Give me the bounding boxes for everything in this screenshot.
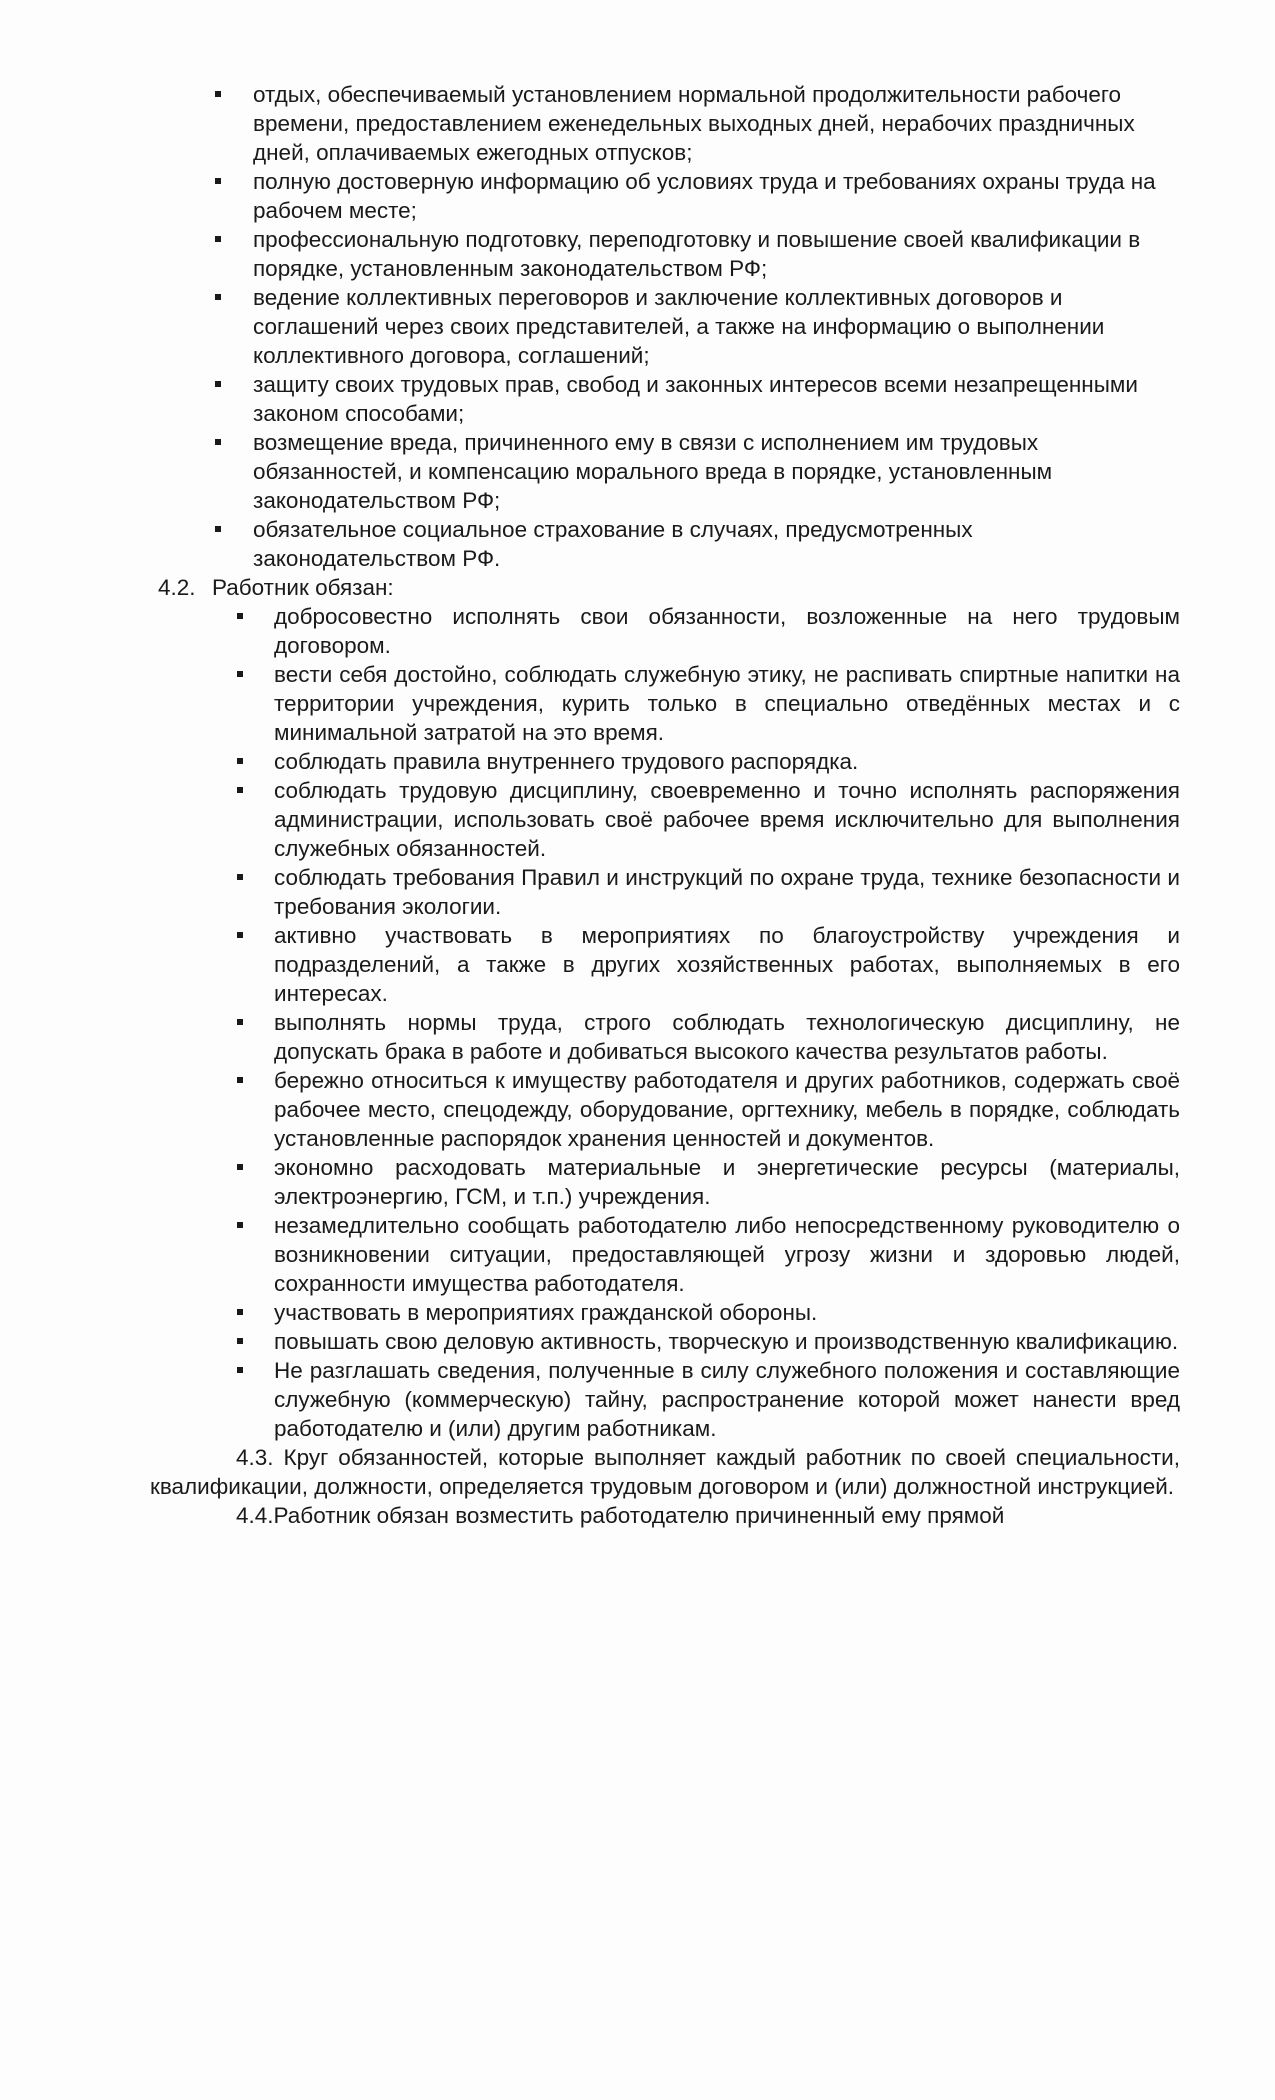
list-item-text: вести себя достойно, соблюдать служебную этику, не распивать спиртные напитки на территории учреждения, курить только в специально отведённых местах и с минимальной затратой на это время.: [274, 662, 1180, 745]
list-item-text: возмещение вреда, причиненного ему в связи с исполнением им трудовых обязанностей, и компенсацию морального вреда в порядке, установленным законодательством РФ;: [253, 430, 1053, 513]
bullet-icon: [237, 932, 243, 938]
section-4-2-heading: [150, 573, 1180, 602]
list-item-text: добросовестно исполнять свои обязанности, возложенные на него трудовым договором.: [274, 604, 1180, 658]
bullet-icon: [237, 758, 243, 764]
document-body: [150, 80, 1180, 1530]
list-item-text: участвовать в мероприятиях гражданской обороны.: [274, 1300, 818, 1325]
list-item: [150, 602, 1180, 660]
bullet-icon: [237, 1338, 243, 1344]
list-item: [150, 863, 1180, 921]
list-item: [150, 1153, 1180, 1211]
list-item: [150, 1356, 1180, 1443]
list-item-text: профессиональную подготовку, переподготовку и повышение своей квалификации в порядке, установленным законодательством РФ;: [253, 227, 1141, 281]
list-item-text: ведение коллективных переговоров и заключение коллективных договоров и соглашений через своих представителей, а также на информацию о выполнении коллективного договора, соглашений;: [253, 285, 1105, 368]
list-item: [150, 660, 1180, 747]
bullet-icon: [237, 1222, 243, 1228]
bullet-icon: [237, 787, 243, 793]
bullet-icon: [215, 178, 221, 184]
section-number: 4.4.: [236, 1503, 274, 1528]
list-item: [150, 747, 1180, 776]
list-item: [150, 515, 1180, 573]
list-item-text: Не разглашать сведения, полученные в силу служебного положения и составляющие служебную (коммерческую) тайну, распространение которой может нанести вред работодателю и (или) другим работникам.: [274, 1358, 1180, 1441]
list-item: [150, 225, 1180, 283]
bullet-icon: [237, 613, 243, 619]
bullet-icon: [237, 1019, 243, 1025]
list-item: [150, 921, 1180, 1008]
bullet-icon: [237, 671, 243, 677]
list-item: [150, 428, 1180, 515]
list-item: [150, 167, 1180, 225]
list-item: [150, 776, 1180, 863]
duties-list: [150, 602, 1180, 1443]
list-item-text: отдых, обеспечиваемый установлением нормальной продолжительности рабочего времени, предоставлением еженедельных выходных дней, нерабочих праздничных дней, оплачиваемых ежегодных отпусков;: [253, 82, 1135, 165]
bullet-icon: [215, 526, 221, 532]
bullet-icon: [237, 874, 243, 880]
paragraph-text: Круг обязанностей, которые выполняет каждый работник по своей специальности, квалификации, должности, определяется трудовым договором и (или) должностной инструкцией.: [150, 1445, 1180, 1499]
bullet-icon: [237, 1309, 243, 1315]
bullet-icon: [215, 294, 221, 300]
bullet-icon: [215, 439, 221, 445]
list-item: [150, 1211, 1180, 1298]
list-item-text: выполнять нормы труда, строго соблюдать технологическую дисциплину, не допускать брака в работе и добиваться высокого качества результатов работы.: [274, 1010, 1180, 1064]
list-item: [150, 283, 1180, 370]
section-title: Работник обязан:: [212, 575, 394, 600]
list-item-text: соблюдать правила внутреннего трудового распорядка.: [274, 749, 859, 774]
bullet-icon: [215, 236, 221, 242]
bullet-icon: [215, 91, 221, 97]
bullet-icon: [237, 1367, 243, 1373]
list-item-text: полную достоверную информацию об условиях труда и требованиях охраны труда на рабочем месте;: [253, 169, 1156, 223]
list-item: [150, 370, 1180, 428]
bullet-icon: [215, 381, 221, 387]
bullet-icon: [237, 1164, 243, 1170]
list-item-text: бережно относиться к имуществу работодателя и других работников, содержать своё рабочее место, спецодежду, оборудование, оргтехнику, мебель в порядке, соблюдать установленные распорядок хранения ценностей и документов.: [274, 1068, 1180, 1151]
list-item: [150, 1327, 1180, 1356]
list-item-text: соблюдать требования Правил и инструкций по охране труда, технике безопасности и требования экологии.: [274, 865, 1180, 919]
bullet-icon: [237, 1077, 243, 1083]
list-item-text: обязательное социальное страхование в случаях, предусмотренных законодательством РФ.: [253, 517, 973, 571]
list-item: [150, 1298, 1180, 1327]
list-item-text: защиту своих трудовых прав, свобод и законных интересов всеми незапрещенными законом способами;: [253, 372, 1138, 426]
list-item: [150, 1008, 1180, 1066]
list-item-text: активно участвовать в мероприятиях по благоустройству учреждения и подразделений, а также в других хозяйственных работах, выполняемых в его интересах.: [274, 923, 1180, 1006]
section-number: 4.2.: [158, 575, 196, 600]
list-item: [150, 1066, 1180, 1153]
list-item-text: повышать свою деловую активность, творческую и производственную квалификацию.: [274, 1329, 1179, 1354]
section-4-3-paragraph: [150, 1443, 1180, 1501]
section-number: 4.3.: [236, 1445, 274, 1470]
paragraph-text: Работник обязан возместить работодателю причиненный ему прямой: [273, 1503, 1005, 1528]
list-item-text: незамедлительно сообщать работодателю либо непосредственному руководителю о возникновении ситуации, предоставляющей угрозу жизни и здоровью людей, сохранности имущества работодателя.: [274, 1213, 1180, 1296]
section-4-4-paragraph: [150, 1501, 1180, 1530]
list-item: [150, 80, 1180, 167]
list-item-text: экономно расходовать материальные и энергетические ресурсы (материалы, электроэнергию, ГСМ, и т.п.) учреждения.: [274, 1155, 1180, 1209]
rights-list: [150, 80, 1180, 573]
list-item-text: соблюдать трудовую дисциплину, своевременно и точно исполнять распоряжения администрации, использовать своё рабочее время исключительно для выполнения служебных обязанностей.: [274, 778, 1180, 861]
